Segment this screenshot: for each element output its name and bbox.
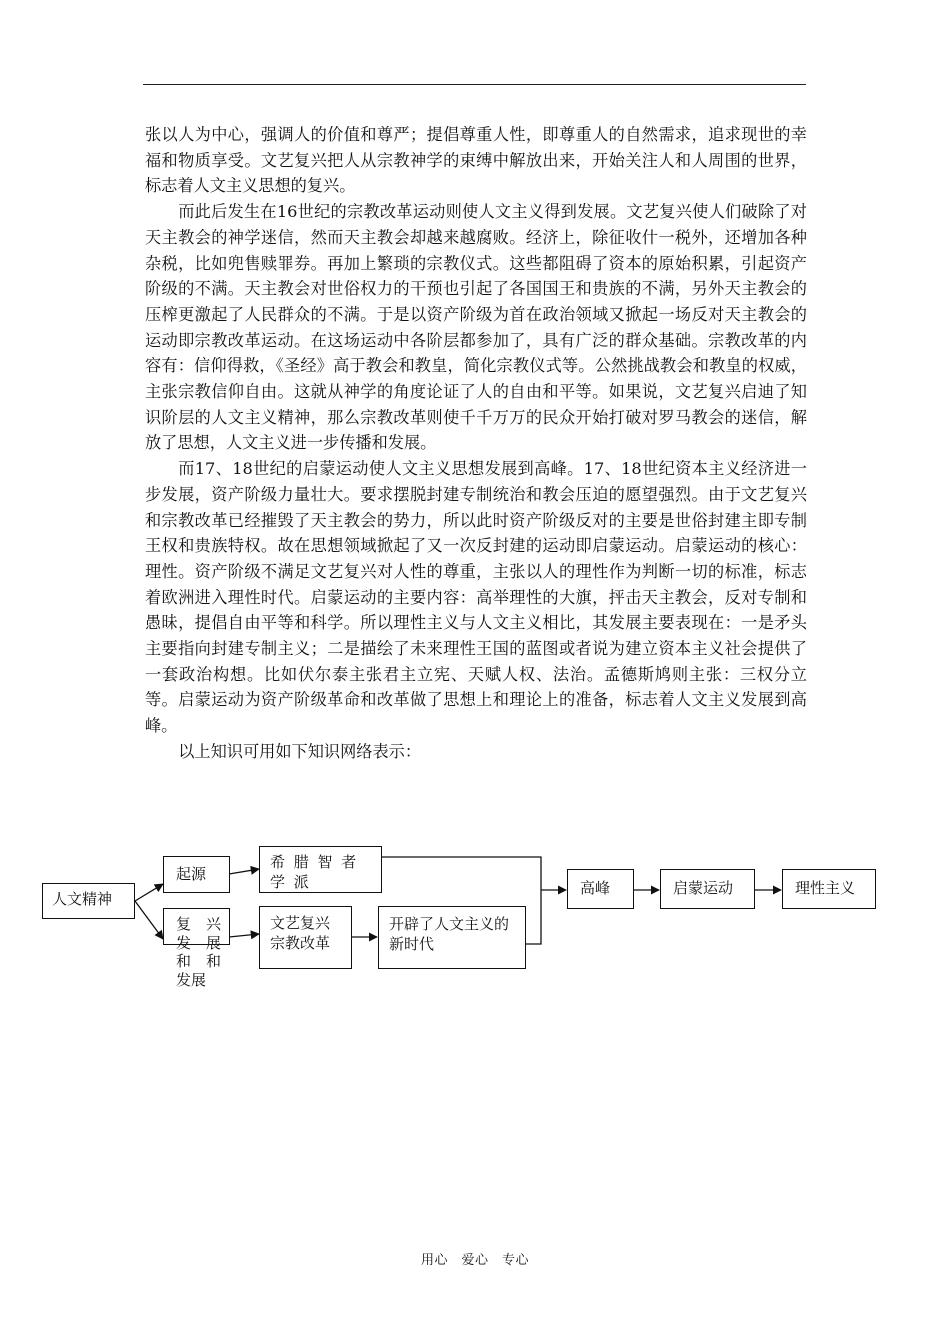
node-root-label: 人文精神 <box>52 890 113 908</box>
arrow-origin-greek <box>229 869 259 874</box>
page-footer: 用心 爱心 专心 <box>420 1253 529 1268</box>
line-newera-merge <box>526 890 541 944</box>
header-rule <box>143 84 806 85</box>
node-enlightenment <box>660 869 755 909</box>
paragraph-1: 张以人为中心，强调人的价值和尊严；提倡尊重人性，即尊重人的自然需求，追求现世的幸福和物质享受。文艺复兴把人从宗教神学的束缚中解放出来，开始关注人和人周围的世界，标志着人文主义思想的复兴。 <box>145 125 807 196</box>
paragraph-3: 而17、18世纪的启蒙运动使人文主义思想发展到高峰。17、18世纪资本主义经济进一步发展，资产阶级力量壮大。要求摆脱封建专制统治和教会压迫的愿望强烈。由于文艺复兴和宗教改革已经摧毁了天主教会的势力，所以此时资产阶级反对的主要是世俗封建主即专制王权和贵族特权。故在思想领域掀起了又一次反封建的运动即启蒙运动。启蒙运动的核心：理性。资产阶级不满足文艺复兴对人性的尊重，主张以人的理性作为判断一切的标准，标志着欧洲进入理性时代。启蒙运动的主要内容：高举理性的大旗，抨击天主教会，反对专制和愚昧，提倡自由平等和科学。所以理性主义与人文主义相比，其发展主要表现在：一是矛头主要指向封建专制主义；二是描绘了未来理性王国的蓝图或者说为建立资本主义社会提供了一套政治构想。比如伏尔泰主张君主立宪、天赋人权、法治。孟德斯鸠则主张：三权分立等。启蒙运动为资产阶级革命和改革做了思想上和理论上的准备，标志着人文主义发展到高峰。 <box>145 459 807 736</box>
paragraph-4: 以上知识可用如下知识网络表示： <box>178 741 422 761</box>
node-renaissance-line-2: 宗教改革 <box>270 934 331 952</box>
line-greek-merge <box>381 857 541 890</box>
node-origin <box>163 856 230 893</box>
node-rationalism-label: 理性主义 <box>795 879 856 897</box>
node-revival-line-2: 发 展 <box>176 933 222 952</box>
arrow-root-revival <box>135 901 163 939</box>
node-root <box>42 883 135 919</box>
node-new-era <box>378 906 526 969</box>
node-revival-line-1: 复 兴 <box>176 915 222 933</box>
node-revival-label <box>176 915 236 989</box>
node-renaissance-reformation <box>259 906 352 969</box>
node-greek-sophists-label: 希 腊 智 者 学 派 <box>270 853 359 891</box>
node-peak-label: 高峰 <box>580 879 611 897</box>
node-enlightenment-label: 启蒙运动 <box>673 879 734 897</box>
node-new-era-label: 开辟了人文主义的新时代 <box>389 915 510 953</box>
node-greek-sophists <box>259 846 382 893</box>
node-origin-label: 起源 <box>176 865 207 883</box>
node-peak <box>567 869 634 909</box>
node-rationalism <box>782 869 876 909</box>
node-renaissance-line-1: 文艺复兴 <box>270 914 331 932</box>
body-text <box>145 122 807 765</box>
paragraph-2: 而此后发生在16世纪的宗教改革运动则使人文主义得到发展。文艺复兴使人们破除了对天主教会的神学迷信，然而天主教会却越来越腐败。经济上，除征收什一税外，还增加各种杂税，比如兜售赎罪券。再加上繁琐的宗教仪式。这些都阻碍了资本的原始积累，引起资产阶级的不满。天主教会对世俗权力的干预也引起了各国国王和贵族的不满，另外天主教会的压榨更激起了人民群众的不满。于是以资产阶级为首在政治领域又掀起一场反对天主教会的运动即宗教改革运动。在这场运动中各阶层都参加了，具有广泛的群众基础。宗教改革的内容有：信仰得救，《圣经》高于教会和教皇，简化宗教仪式等。公然挑战教会和教皇的权威，主张宗教信仰自由。这就从神学的角度论证了人的自由和平等。如果说，文艺复兴启迪了知识阶层的人文主义精神，那么宗教改革则使千千万万的民众开始打破对罗马教会的迷信，解放了思想，人文主义进一步传播和发展。 <box>145 202 807 453</box>
node-revival-line-4: 发展 <box>176 970 207 989</box>
node-revival-line-3: 和 和 <box>176 952 222 970</box>
arrow-root-origin <box>135 884 163 901</box>
